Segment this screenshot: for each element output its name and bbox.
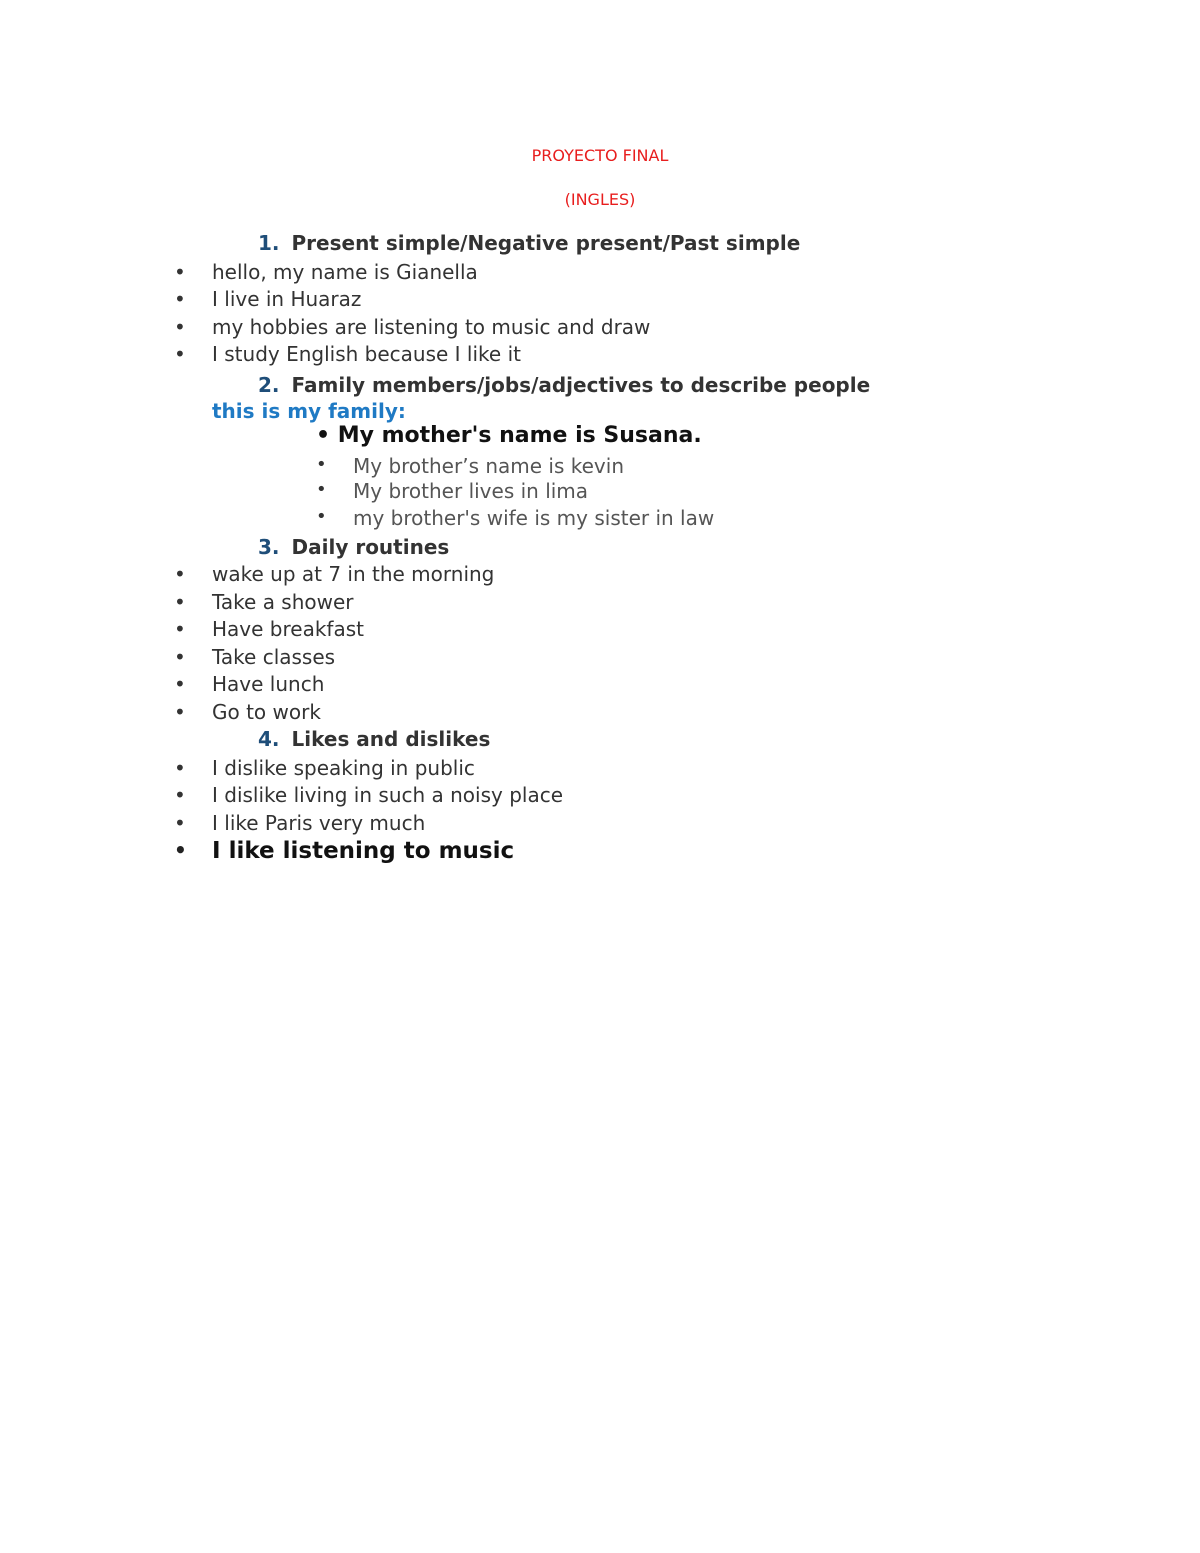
bullet-icon: • (174, 315, 186, 339)
section-2-heading (258, 373, 870, 397)
list-item: • My mother's name is Susana. (316, 423, 702, 448)
section-title: Likes and dislikes (291, 727, 491, 751)
bullet-icon: • (316, 454, 327, 475)
list-item: • I study English because I like it (174, 342, 521, 366)
bullet-icon: • (316, 506, 327, 527)
section-number: 1. (258, 231, 280, 255)
bullet-icon: • (174, 756, 186, 780)
section-title: Family members/jobs/adjectives to describe people (291, 373, 871, 397)
list-item: • Take classes (174, 645, 336, 669)
bullet-icon: • (174, 562, 186, 586)
bullet-icon: • (174, 287, 186, 311)
list-item: • my brother's wife is my sister in law (316, 506, 715, 530)
bullet-icon: • (316, 423, 331, 448)
document-title: PROYECTO FINAL (531, 146, 669, 165)
section-number: 2. (258, 373, 280, 397)
bullet-icon: • (316, 479, 327, 500)
bullet-icon: • (174, 260, 186, 284)
bullet-icon: • (174, 590, 186, 614)
section-3-heading (258, 535, 449, 559)
list-item: • I dislike living in such a noisy place (174, 783, 564, 807)
section-title: Present simple/Negative present/Past simple (291, 231, 801, 255)
section-number: 4. (258, 727, 280, 751)
list-item: • I like Paris very much (174, 811, 426, 835)
list-item: • I dislike speaking in public (174, 756, 475, 780)
list-item: • Have lunch (174, 672, 325, 696)
section-1-heading (258, 231, 800, 255)
list-item: • Go to work (174, 700, 321, 724)
bullet-icon: • (174, 783, 186, 807)
bullet-icon: • (174, 672, 186, 696)
list-item: • I live in Huaraz (174, 287, 362, 311)
list-item: • I like listening to music (174, 838, 515, 864)
list-item: • wake up at 7 in the morning (174, 562, 495, 586)
section-4-heading (258, 727, 490, 751)
bullet-icon: • (174, 811, 186, 835)
list-item: • Take a shower (174, 590, 354, 614)
bullet-icon: • (174, 838, 187, 862)
document-subtitle: (INGLES) (564, 190, 636, 209)
family-intro: this is my family: (212, 399, 406, 423)
list-item: • hello, my name is Gianella (174, 260, 478, 284)
list-item: • Have breakfast (174, 617, 364, 641)
list-item: • my hobbies are listening to music and draw (174, 315, 651, 339)
bullet-icon: • (174, 617, 186, 641)
bullet-icon: • (174, 645, 186, 669)
list-item: • My brother lives in lima (316, 479, 589, 503)
bullet-icon: • (174, 700, 186, 724)
bullet-icon: • (174, 342, 186, 366)
list-item: • My brother’s name is kevin (316, 454, 624, 478)
section-number: 3. (258, 535, 280, 559)
section-title: Daily routines (291, 535, 450, 559)
